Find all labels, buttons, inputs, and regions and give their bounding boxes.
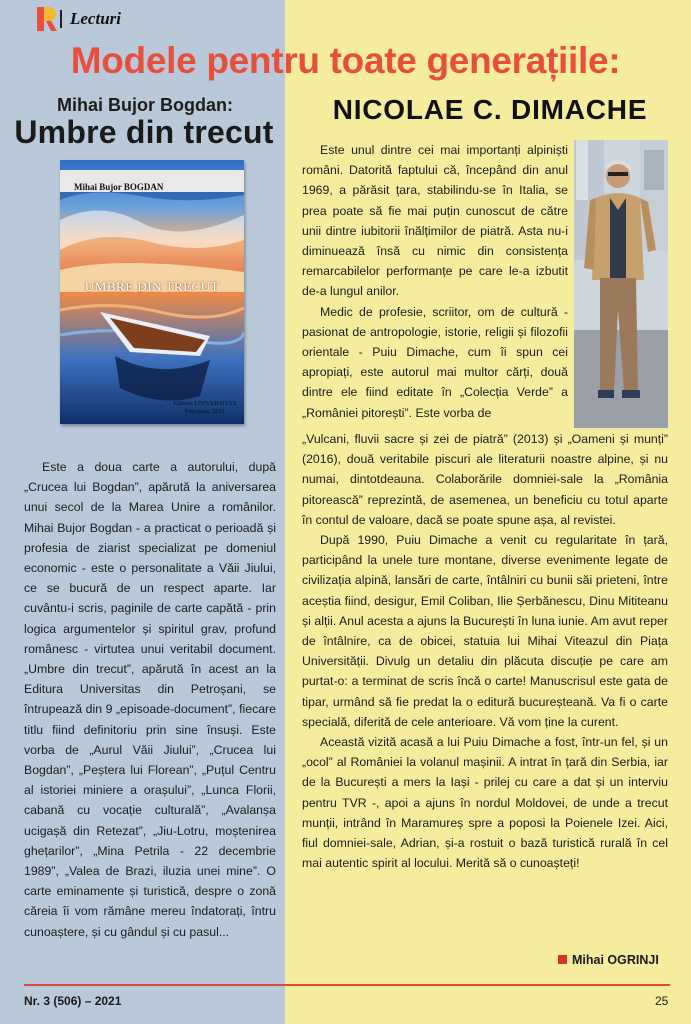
portrait-photo — [574, 140, 668, 428]
byline-author: Mihai OGRINJI — [572, 953, 659, 967]
book-cover-author: Mihai Bujor BOGDAN — [74, 182, 164, 192]
right-article-title: NICOLAE C. DIMACHE — [332, 94, 648, 125]
right-paragraph-3: „Vulcani, fluvii sacre și zei de piatră” (2013) și „Oameni și munți” (2016), două veritabile piscuri ale literaturii noastre alpine, și nu numai, dintotdeauna. Colaborările domniei-sale la „România pitorească” reprezintă, de asemenea, un beneficiu cu totul aparte în contul de valoare, dacă se poate spune așa, al revistei. — [302, 432, 668, 527]
left-article-body: Este a doua carte a autorului, după „Crucea lui Bogdan”, apărută la aniversarea unui secol de la Marea Unire a românilor. Mihai Bujor Bogdan - a practicat o perioadă și profesia de ziarist specializat pe domeniul economic - este o personalitate a Văii Jiului, ce se bucură de un respect aparte. Iar cuvântu-i scris, paginile de carte capătă - prin logica argumentelor și spiritul grav, profund românesc - virtutea unui veritabil document. „Umbre din trecut”, apărută în acest an la Editura Universitas din Petroșani, se întrupează din 9 „episoade-document”, fiecare titlu fiind definitoriu prin sine însuși. Este vorba de „Aurul Văii Jiului”, „Crucea lui Bogdan”, „Peștera lui Florean”, „Puțul Centru al istoriei miniere a orașului”, „Lunca Florii, cabană cu vocație culturală”, „Avalanșa ucigașă din Retezat”, „Jiu-Lotru, moștenirea ghețarilor”, „Mina Petrila - 22 decembrie 1989”, „Valea de Brazi, iluzia unei mine”. O carte eminamente și turistică, despre o zonă căreia îi vom rămâne mereu îndatorați, întru cunoaștere, și cu gândul și cu pasul... — [24, 460, 276, 939]
issue-number: Nr. 3 (506) – 2021 — [24, 994, 122, 1008]
footer-divider — [24, 984, 670, 986]
rubric-separator — [60, 10, 62, 28]
right-article-body-top — [302, 140, 568, 423]
rubric-label: Lecturi — [70, 9, 121, 28]
book-cover-publisher-line2: Petroșani, 2021 — [184, 408, 226, 415]
left-article-author: Mihai Bujor Bogdan: — [57, 95, 233, 115]
book-cover-title: UMBRE DIN TRECUT — [84, 279, 220, 294]
article-byline — [558, 953, 659, 967]
page-headline: Modele pentru toate generațiile: — [70, 40, 621, 81]
book-cover-publisher-line1: Editura UNIVERSITAS — [173, 400, 237, 407]
right-paragraph-2: Medic de profesie, scriitor, om de cultură - pasionat de antropologie, istorie, religii și filozofii orientale - Puiu Dimache, cum îi spun cei apropiați, este autorul mai multor cărți, două dintre ele fiind editate în „Colecția Verde” a „României pitorești”. Este vorba de — [302, 304, 568, 420]
page-number: 25 — [655, 994, 669, 1008]
left-article-title: Umbre din trecut — [14, 114, 274, 150]
right-paragraph-1: Este unul dintre cei mai importanți alpiniști români. Datorită faptului că, începând din anul 1969, a părăsit țara, stabilindu-se în Italia, se prea poate să fie mai puțin cunoscut de către unii dintre iubitorii înălțimilor de piatră. Asta nu-i diminuează însă cu nimic din consistența remarcabilelor performanțe pe care le-a izbutit de-a lungul anilor. — [302, 143, 568, 299]
right-article-body-full — [302, 429, 668, 873]
byline-square-icon — [558, 955, 567, 964]
right-paragraph-4: După 1990, Puiu Dimache a venit cu regularitate în țară, participând la unele ture montane, diverse evenimente legate de civilizația alpină, lansări de carte, întâlniri cu bunii săi prieteni, între aceștia fiind, desigur, Emil Coliban, Ilie Șerbănescu, Dinu Mititeanu și alții. Anul acesta a ajuns la București în luna iunie. Am avut reper de întâlnire, ca de obicei, statuia lui Mihai Viteazul din Piața Universității. Divulg un detaliu din plăcuta discuție pe care am purtat-o: a terminat de scris încă o carte! Manuscrisul este gata de tipar, urmând să fie predat la o editură bucureșteană. Va fi o carte specială, diferită de cele anterioare. Vă vom ține la curent. — [302, 533, 668, 729]
book-cover-publisher — [170, 400, 240, 416]
portrait-person-icon — [574, 140, 668, 428]
right-paragraph-5: Această vizită acasă a lui Puiu Dimache a fost, într-un fel, și un „ocol” al României la volanul mașinii. A intrat în țară din Serbia, iar de la București a mers la Iași - prilej cu care a dat și un interviu pentru TVR -, apoi a ajuns în nordul Moldovei, de unde a trecut munții, intrând în Maramureș spre a poposi la Poienele Izei. Aici, fiul domniei-sale, Adrian, și-a rostuit o bază turistică rurală în cel mai autentic spirit al locului. Merită să o cunoașteți! — [302, 735, 668, 871]
magazine-logo-icon — [37, 7, 57, 31]
book-cover-image — [60, 160, 244, 424]
